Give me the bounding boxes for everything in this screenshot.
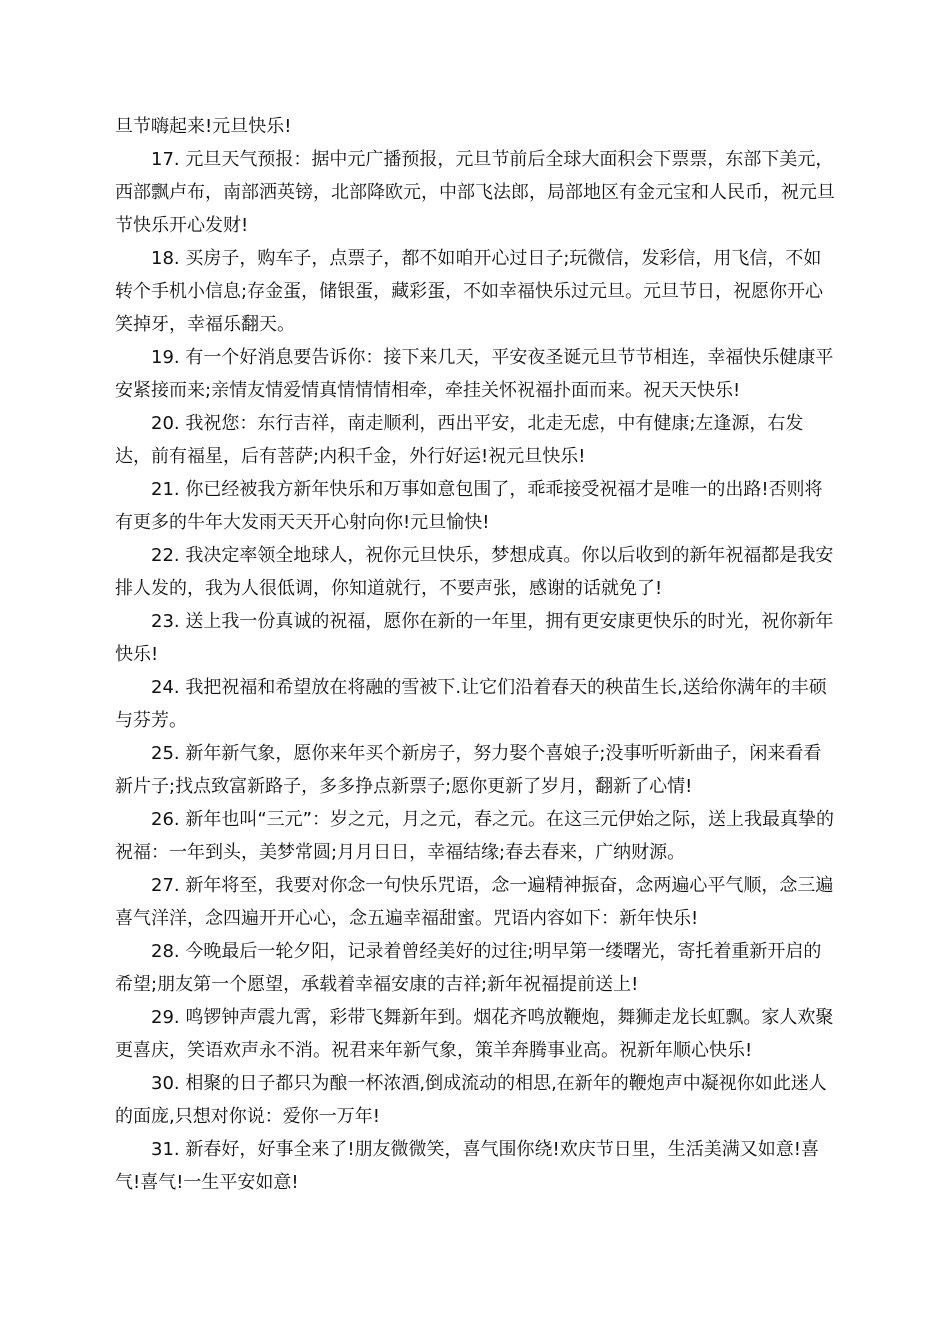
paragraph-18: 18. 买房子，购车子，点票子，都不如咱开心过日子;玩微信，发彩信，用飞信，不如转个手机小信息;存金蛋，储银蛋，藏彩蛋，不如幸福快乐过元旦。元旦节日，祝愿你开心笑掉牙，幸福乐翻天。 [115,248,824,335]
paragraph-24: 24. 我把祝福和希望放在将融的雪被下.让它们沿着春天的秧苗生长,送给你满年的丰硕与芬芳。 [115,677,827,731]
paragraph-26: 26. 新年也叫“三元”：岁之元，月之元，春之元。在这三元伊始之际，送上我最真挚的祝福：一年到头，美梦常圆;月月日日，幸福结缘;春去春来，广纳财源。 [115,809,834,863]
paragraph-27: 27. 新年将至，我要对你念一句快乐咒语，念一遍精神振奋，念两遍心平气顺，念三遍喜气洋洋，念四遍开开心心，念五遍幸福甜蜜。咒语内容如下：新年快乐! [115,875,834,929]
paragraph-21: 21. 你已经被我方新年快乐和万事如意包围了，乖乖接受祝福才是唯一的出路!否则将有更多的牛年大发雨天天开心射向你!元旦愉快! [115,479,823,533]
paragraph-25: 25. 新年新气象，愿你来年买个新房子，努力娶个喜娘子;没事听听新曲子，闲来看看新片子;找点致富新路子，多多挣点新票子;愿你更新了岁月，翻新了心情! [115,743,822,797]
paragraph-17: 17. 元旦天气预报：据中元广播预报，元旦节前后全球大面积会下票票，东部下美元，西部飘卢布，南部洒英镑，北部降欧元，中部飞法郎，局部地区有金元宝和人民币，祝元旦节快乐开心发财! [115,149,835,236]
paragraph-30: 30. 相聚的日子都只为酿一杯浓酒,倒成流动的相思,在新年的鞭炮声中凝视你如此迷人的面庞,只想对你说：爱你一万年! [115,1073,827,1127]
document-body [115,110,835,1199]
paragraph-20: 20. 我祝您：东行吉祥，南走顺利，西出平安，北走无虑，中有健康;左逢源，右发达，前有福星，后有菩萨;内积千金，外行好运!祝元旦快乐! [115,413,804,467]
paragraph-31: 31. 新春好，好事全来了!朋友微微笑，喜气围你绕!欢庆节日里，生活美满又如意!喜气!喜气!一生平安如意! [115,1139,819,1193]
paragraph-19: 19. 有一个好消息要告诉你：接下来几天，平安夜圣诞元旦节节相连，幸福快乐健康平安紧接而来;亲情友情爱情真情情情相牵，牵挂关怀祝福扑面而来。祝天天快乐! [115,347,834,401]
paragraph-22: 22. 我决定率领全地球人，祝你元旦快乐，梦想成真。你以后收到的新年祝福都是我安排人发的，我为人很低调，你知道就行，不要声张，感谢的话就免了! [115,545,834,599]
paragraph-29: 29. 鸣锣钟声震九霄，彩带飞舞新年到。烟花齐鸣放鞭炮，舞狮走龙长虹飘。家人欢聚更喜庆，笑语欢声永不消。祝君来年新气象，策羊奔腾事业高。祝新年顺心快乐! [115,1007,834,1061]
paragraph-23: 23. 送上我一份真诚的祝福，愿你在新的一年里，拥有更安康更快乐的时光，祝你新年快乐! [115,611,834,665]
paragraph-28: 28. 今晚最后一轮夕阳，记录着曾经美好的过往;明早第一缕曙光，寄托着重新开启的希望;朋友第一个愿望，承载着幸福安康的吉祥;新年祝福提前送上! [115,941,822,995]
paragraph-continuation: 旦节嗨起来!元旦快乐! [115,116,292,137]
